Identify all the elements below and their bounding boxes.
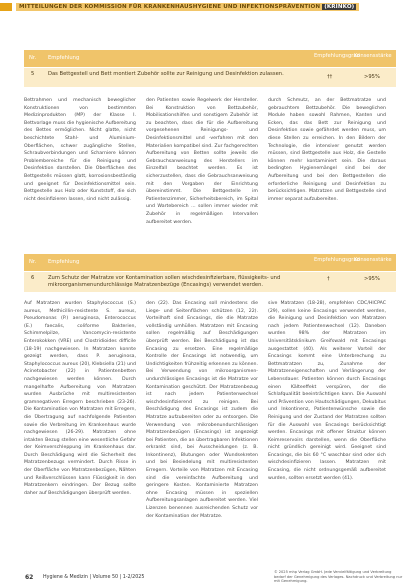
col-recommendation: Empfehlung [48,55,80,61]
row-konsens: >95% [364,74,380,80]
body2-column-1: Auf Matratzen wurden Staphylococcus (S.) aureus, Methicillin-resistente S. aureus, Pseudomonas (P.) aeruginosa, Enterococcus (E.) faecalis, coliforme Bakterien, Schimmelpilze, Vancomycin-resistente Enterokokken (VRE) und Clostridioides difficile (18-19) nachgewiesen. In Matratzen konnte gezeigt werden, dass P. aeruginosa, Staphylococcus aureus (20), Klebsiella (21) und Acinetobacter (22) in Patientenbetten nachgewiesen werden können. Durch mangelhafte Aufbereitung von Matratzen wurden Ausbrüche mit multiresistenten gramnegativen Erregern beschrieben (23-26). Die Kontamination von Matratzen mit Erregern, die Übertragung auf nachfolgende Patienten sowie die Verbreitung im Krankenhaus wurde nachgewiesen (26-29). Matratzen ohne intakten Bezug stellen eine wesentliche Gefahr der Keimverschleppung im Krankenhaus dar. Durch Beschädigung wird die Sicherheit des Matratzenbezugs vermindert. Durch Risse in der Oberfläche von Matratzenbezügen, Nähten und Reißverschlüssen kann Flüssigkeit in den Matratzenkern eindringen. Der Bezug sollte daher auf Beschädigungen überprüft werden. [24,301,136,496]
row-text: Das Bettgestell und Bett montiert Zubehör sollte zur Reinigung und Desinfektion zulassen. [48,71,284,77]
body2-column-3: sive Matratzen (18-28), empfehlen CDC/HICPAC (29), sollen keine Encasings verwendet werden, die Reinigung und Desinfektion von Matratzen nach jedem Patientenwechsel (12). Daneben wurden 98% der Matratzen im Universitätsklinikum Greifswald mit Encasings ausgestattet (40). Als weiterer Vorteil der Encasings kommt eine Unterbrechung zu Bettmatratzen zu, Zunahme der Matratzeneigenschaften und Verlängerung der Lebensdauer. Patienten können durch Encasings einen Kälteeffekt verspüren, der die Schlafqualität beeinträchtigen kann. Die Auswahl und Prävention von Hautschädigungen, Dekubitus und Inkontinenz, Patientenwünsche sowie die Reinigung und der Zustand der Matratzen sollten für die Auswahl von Encasings berücksichtigt werden. Encasings mit offener Struktur können Keimreservoirs darstellen, wenn die Oberfläche nicht gründlich gereinigt wird. Geeignet sind Encasings, die bis 60 °C waschbar sind oder sich wischdesinfizieren lassen. Matratzen mit Encasing, die nicht ordnungsgemäß aufbereitet wurden, sollten ersetzt werden (41). [268,301,386,481]
col-recommendation: Empfehlung [48,259,80,265]
col-nr: Nr. [29,259,37,265]
journal-citation: Hygiene & Medizin | Volume 50 | 1-2/2025 [43,575,145,580]
recommendation-table-2 [24,254,396,292]
table-row [24,67,396,87]
body1-column-1: Bettrahmen und mechanisch beweglicher Konstruktionen von bestimmten Medizinprodukten (MP) der Klasse I. Bettvorlage muss die hygienische Aufbereitung des Bettes ermöglichen. Nicht glatte, nicht beschichtete Stahl- und Aluminium-Oberflächen, schwer zugängliche Stellen, Schraubverbindungen und Scharniere können Problembereiche für die Reinigung und Desinfektion darstellen. Die Oberflächen des Bettgestells müssen glatt, korrosionsbeständig und geeignet für Desinfektionsmittel sein. Bettgestelle aus Holz oder Kunststoff, die sich nicht desinfizieren lassen, sind nicht zulässig. [24,98,136,202]
header-color-bar [0,3,12,11]
header-title [16,3,359,11]
body1-column-2: den Patienten sowie Regelwerk der Hersteller. Bei Konstruktion von Bettzubehör, Mobilisationshilfen und sonstigem Zubehör ist zu beachten, dass die für die Aufbereitung vorgesehenen Reinigungs- und Desinfektionsmittel und -verfahren mit den Materialien kompatibel sind. Zur fachgerechten Aufbereitung von Betten sollte jeweils die Gebrauchsanweisung des Herstellers im Einzelfall beachtet werden. Es ist sicherzustellen, dass die Gebrauchsanweisung mit den Vorgaben der Einrichtung übereinstimmt. Die Bettgestelle im Patientenzimmer, Sicherheitsbereich, im Spital und Wartebereich ... sollen immer wieder mit Zubehör in regelmäßigen Intervallen aufbereitet werden. [146,98,258,225]
row-text: Zum Schutz der Matratze vor Kontamination sollen wischdesinfizierbare, flüssigkeits- und mikroorganismenundurchlässige Matratzenbezüge (Encasings) verwendet werden. [48,275,281,288]
header-title-text: MITTEILUNGEN DER KOMMISSION FÜR KRANKENHAUSHYGIENE UND INFEKTIONSPRÄVENTION [19,4,321,10]
col-konsensstaerke: Konsensstärke [354,53,392,59]
col-nr: Nr. [29,55,37,61]
page-footer [0,568,413,585]
header-title-accent: (KRINKO) [324,4,355,10]
col-empfehlungsgrad: Empfehlungsgrad [314,53,360,59]
row-grad: † [327,276,330,282]
col-empfehlungsgrad: Empfehlungsgrad [314,257,360,263]
copyright-note: © 2025 mhp Verlag GmbH. Jede Vervielfältigung und Verbreitung bedarf der Genehmigung des Verlages. Nachdruck und Verbreitung nur mit Genehmigung. [274,570,403,584]
table-row [24,271,396,292]
table-header [24,50,396,67]
body2-column-2: den (22). Das Encasing soll mindestens die Liege- und Seitenflächen schützen (12, 22). Vorteilhaft sind Encasings, die die Matratze vollständig umhüllen. Matratzen mit Encasing sollen regelmäßig auf Beschädigungen überprüft werden. Bei Beschädigung ist das Encasing zu ersetzen. Eine regelmäßige Kontrolle der Encasings ist notwendig, um Undichtigkeiten frühzeitig erkennen zu können. Bei Verwendung von mikroorganismen-undurchlässigen Encasings ist die Matratze vor Kontamination geschützt. Der Matratzenbezug ist nach jedem Patientenwechsel wischdesinfizierend zu reinigen. Bei Beschädigung des Encasings ist zudem die Matratze aufzubereiten oder zu entsorgen. Die Verwendung von mikrobenundurchlässigen Matratzenbezügen (Encasings) ist angezeigt bei Patienten, die an übertragbaren Infektionen erkrankt sind, bei Ausscheidungen (z. B. Inkontinenz), Blutungen oder Wundsekreten und bei Besiedelung mit multiresistenten Erregern. Vorteile von Matratzen mit Encasing sind die vereinfachte Aufbereitung und geringere Kosten. Kontaminierte Matratzen ohne Encasing müssen in speziellen Aufbereitungsanlagen aufbereitet werden. Viel Lizenzen benennen ausreichenden Schutz vor der Kontamination der Matratze. [146,301,258,519]
row-nr: 6 [31,275,35,281]
row-nr: 5 [31,71,35,77]
page-number: 62 [25,574,34,581]
recommendation-table-1 [24,50,396,87]
section-header [0,0,413,13]
col-konsensstaerke: Konsensstärke [354,257,392,263]
body1-column-3: durch Schmutz, an der Bettmatratze und gebrauchtem Bettzubehör. Die beweglichen Module haben sowohl Rahmen, Kanten und Ecken, das das Bett zur Reinigung und Desinfektion sowie gefährdet werden muss, um diese Stellen zu erreichen. In den Bildern der Technologie, die intensiver genutzt werden müssen, sind Bettgestelle aus Holz, die Gestelle können mehr kontaminiert sein. Die daraus bedingten Hygienemängel sind bei der Aufbereitung und bei den Bettgestellen die erforderliche Reinigung und Desinfektion zu berücksichtigen. Matratzen und Bettgestelle sind immer separat aufzubereiten. [268,98,386,202]
row-grad: †† [327,74,333,80]
table-header [24,254,396,271]
row-konsens: >95% [364,276,380,282]
